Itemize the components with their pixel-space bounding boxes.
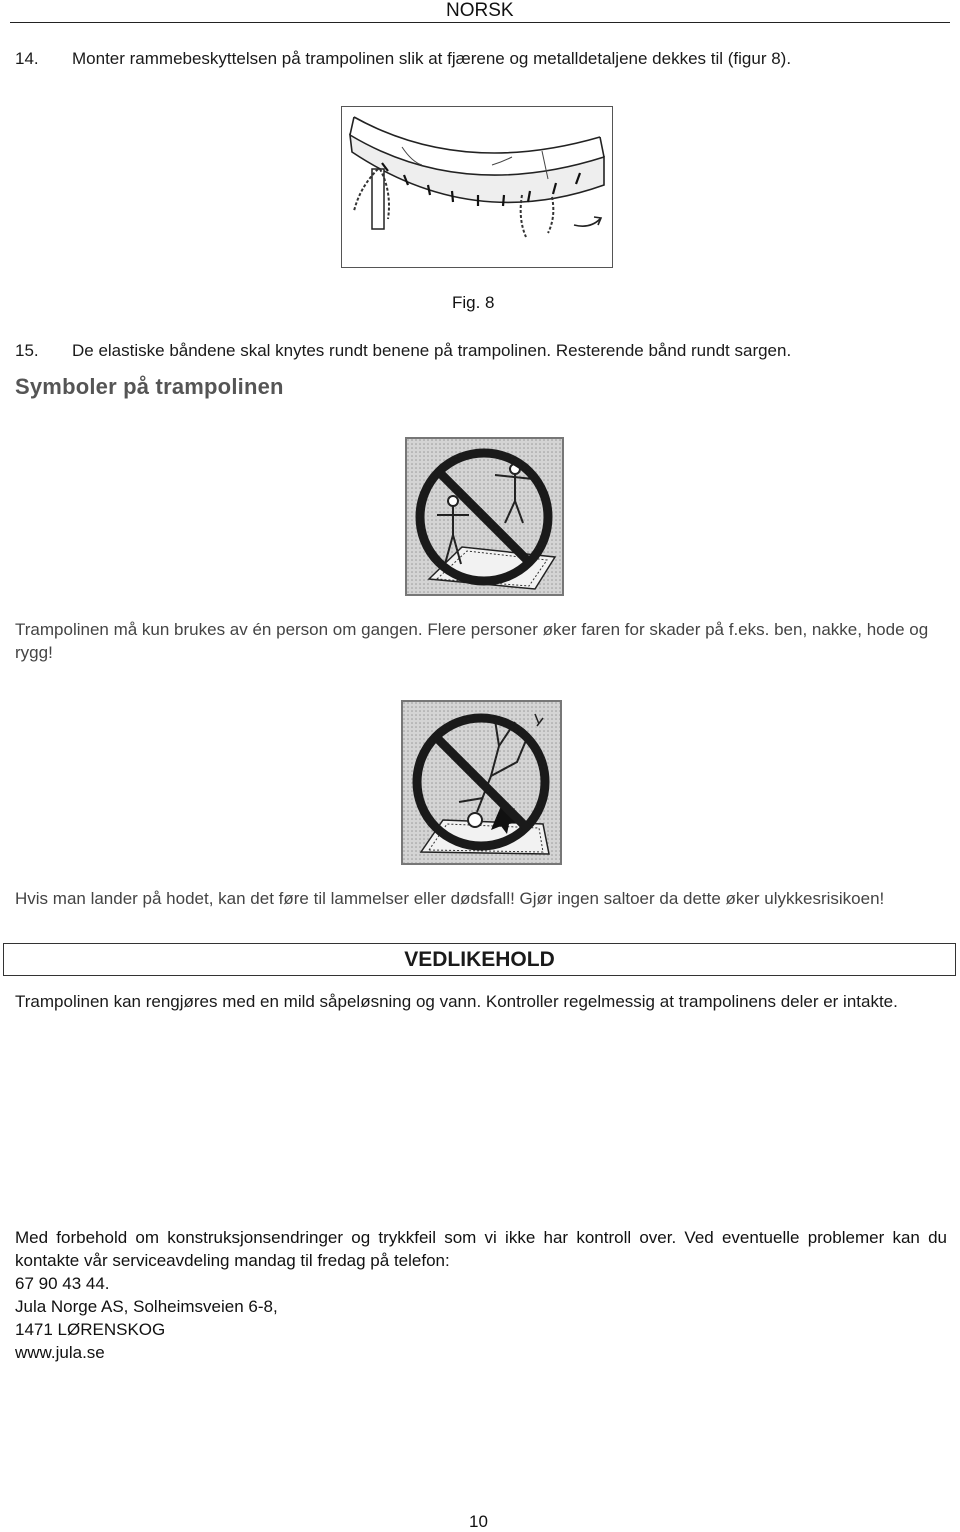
- maintenance-heading: VEDLIKEHOLD: [3, 943, 956, 976]
- contact-company: Jula Norge AS, Solheimsveien 6-8,: [15, 1297, 278, 1316]
- figure-caption: Fig. 8: [452, 293, 495, 312]
- no-multiple-persons-icon: [405, 437, 564, 596]
- contact-disclaimer: Med forbehold om konstruksjonsendringer og trykkfeil som vi ikke har kontroll over. Ved eventuelle problemer kan du kontakte vår serviceavdeling mandag til fredag på telefon:: [15, 1228, 947, 1270]
- no-somersault-icon: [401, 700, 562, 865]
- contact-city: 1471 LØRENSKOG: [15, 1320, 166, 1339]
- page-number: 10: [469, 1512, 488, 1531]
- step-15: [15, 340, 945, 362]
- figure-8-illustration: [341, 106, 613, 268]
- symbol-1-description: Trampolinen må kun brukes av én person om gangen. Flere personer øker faren for skader på f.eks. ben, nakke, hode og rygg!: [15, 620, 929, 662]
- contact-phone: 67 90 43 44.: [15, 1274, 110, 1293]
- step-text: Monter rammebeskyttelsen på trampolinen slik at fjærene og metalldetaljene dekkes til (figur 8).: [72, 49, 792, 68]
- contact-website[interactable]: www.jula.se: [15, 1343, 105, 1362]
- step-number: 15.: [15, 341, 39, 360]
- step-14: [15, 48, 945, 70]
- symbols-section-title: Symboler på trampolinen: [15, 374, 284, 399]
- step-text: De elastiske båndene skal knytes rundt benene på trampolinen. Resterende bånd rundt sargen.: [72, 341, 792, 360]
- symbol-2-description: Hvis man lander på hodet, kan det føre til lammelser eller dødsfall! Gjør ingen saltoer da dette øker ulykkesrisikoen!: [15, 889, 885, 908]
- maintenance-text: Trampolinen kan rengjøres med en mild såpeløsning og vann. Kontroller regelmessig at trampolinens deler er intakte.: [15, 992, 898, 1011]
- page-header-language: NORSK: [446, 0, 514, 21]
- step-number: 14.: [15, 49, 39, 68]
- header-divider: [10, 22, 950, 23]
